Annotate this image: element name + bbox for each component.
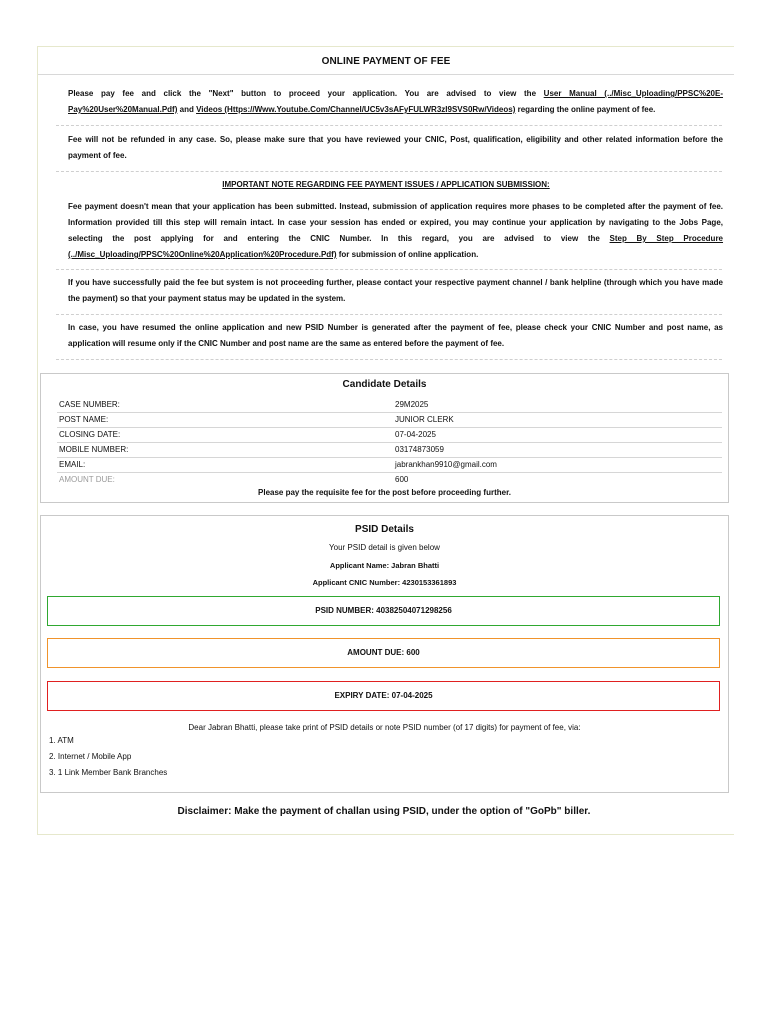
paid-fee-note: If you have successfully paid the fee but system is not proceeding further, please contact your respective payment channel / bank helpline (through which you have made the payment) so that your payment status may be updated in the system. [68, 278, 723, 303]
list-item: 1. ATM [49, 736, 74, 745]
intro-text: Please pay fee and click the "Next" button to proceed your application. You are advised to view the [68, 89, 544, 98]
divider [56, 171, 722, 172]
divider [56, 269, 722, 270]
applicant-name: Applicant Name: Jabran Bhatti [329, 561, 440, 570]
divider [56, 314, 722, 315]
requisite-fee-note: Please pay the requisite fee for the post before proceeding further. [258, 488, 511, 497]
table-row [57, 458, 722, 473]
case-number-label: CASE NUMBER: [59, 400, 120, 409]
list-item: 3. 1 Link Member Bank Branches [49, 768, 168, 777]
post-name-value: JUNIOR CLERK [395, 415, 454, 424]
table-row [57, 428, 722, 443]
step-by-step-procedure-link[interactable]: Step By Step Procedure (../Misc_Uploading/PPSC%20Online%20Application%20Procedure.Pdf) [68, 234, 724, 259]
important-note-paragraph [68, 199, 723, 263]
post-name-label: POST NAME: [59, 415, 109, 424]
mobile-number-value: 03174873059 [395, 445, 444, 454]
title-divider [38, 74, 734, 75]
intro-and-text: and [177, 105, 197, 114]
table-row [57, 443, 722, 458]
psid-details-box [40, 515, 729, 793]
expiry-date-box: EXPIRY DATE: 07-04-2025 [47, 681, 720, 711]
table-row [57, 413, 722, 428]
psid-details-heading: PSID Details [355, 524, 414, 535]
case-number-value: 29M2025 [395, 400, 429, 409]
disclaimer: Disclaimer: Make the payment of challan using PSID, under the option of "GoPb" biller. [177, 806, 591, 817]
user-manual-link[interactable]: User Manual (../Misc_Uploading/PPSC%20E-Pay%20User%20Manual.Pdf) [68, 89, 724, 114]
psid-subtitle: Your PSID detail is given below [329, 543, 440, 552]
payment-methods-list [49, 733, 167, 781]
amount-due-box: AMOUNT DUE: 600 [47, 638, 720, 668]
candidate-details-box [40, 373, 729, 503]
list-item: 2. Internet / Mobile App [49, 752, 132, 761]
divider [56, 125, 722, 126]
resume-application-note: In case, you have resumed the online application and new PSID Number is generated after the payment of fee, please check your CNIC Number and post name, as application will resume only if the CNIC Number and post name are the same as entered before the payment of fee. [68, 323, 723, 348]
page-title: ONLINE PAYMENT OF FEE [321, 56, 451, 67]
amount-due-label: AMOUNT DUE: [59, 475, 115, 484]
email-value: jabrankhan9910@gmail.com [395, 460, 497, 469]
amount-due-value: 600 [395, 475, 409, 484]
intro-paragraph [68, 86, 723, 118]
candidate-details-heading: Candidate Details [342, 379, 427, 390]
intro-tail-text: regarding the online payment of fee. [515, 105, 656, 114]
closing-date-value: 07-04-2025 [395, 430, 436, 439]
applicant-cnic: Applicant CNIC Number: 4230153361893 [312, 578, 457, 587]
videos-link[interactable]: Videos (Https://Www.Youtube.Com/Channel/UC5v3sAFyFULWR3zI9SVS0Rw/Videos) [196, 105, 516, 114]
divider [56, 359, 722, 360]
psid-number-box: PSID NUMBER: 40382504071298256 [47, 596, 720, 626]
important-note-text: Fee payment doesn't mean that your application has been submitted. Instead, submission of application requires more phases to be completed after the payment of fee. Information provided till this step will remain intact. In case your session has ended or expired, you may continue your application by navigating to the Jobs Page, selecting the post applying for and entering the CNIC Number. In this regard, you are advised to view the [68, 202, 723, 243]
important-note-tail: for submission of online application. [336, 250, 479, 259]
closing-date-label: CLOSING DATE: [59, 430, 121, 439]
table-row [57, 473, 722, 487]
table-row [57, 398, 722, 413]
refund-note: Fee will not be refunded in any case. So, please make sure that you have reviewed your CNIC, Post, qualification, eligibility and other related information before the payment of fee. [68, 135, 723, 160]
email-label: EMAIL: [59, 460, 86, 469]
payment-instruction: Dear Jabran Bhatti, please take print of PSID details or note PSID number (of 17 digits) for payment of fee, via: [188, 723, 581, 732]
important-note-heading: IMPORTANT NOTE REGARDING FEE PAYMENT ISSUES / APPLICATION SUBMISSION: [222, 180, 550, 189]
mobile-number-label: MOBILE NUMBER: [59, 445, 129, 454]
